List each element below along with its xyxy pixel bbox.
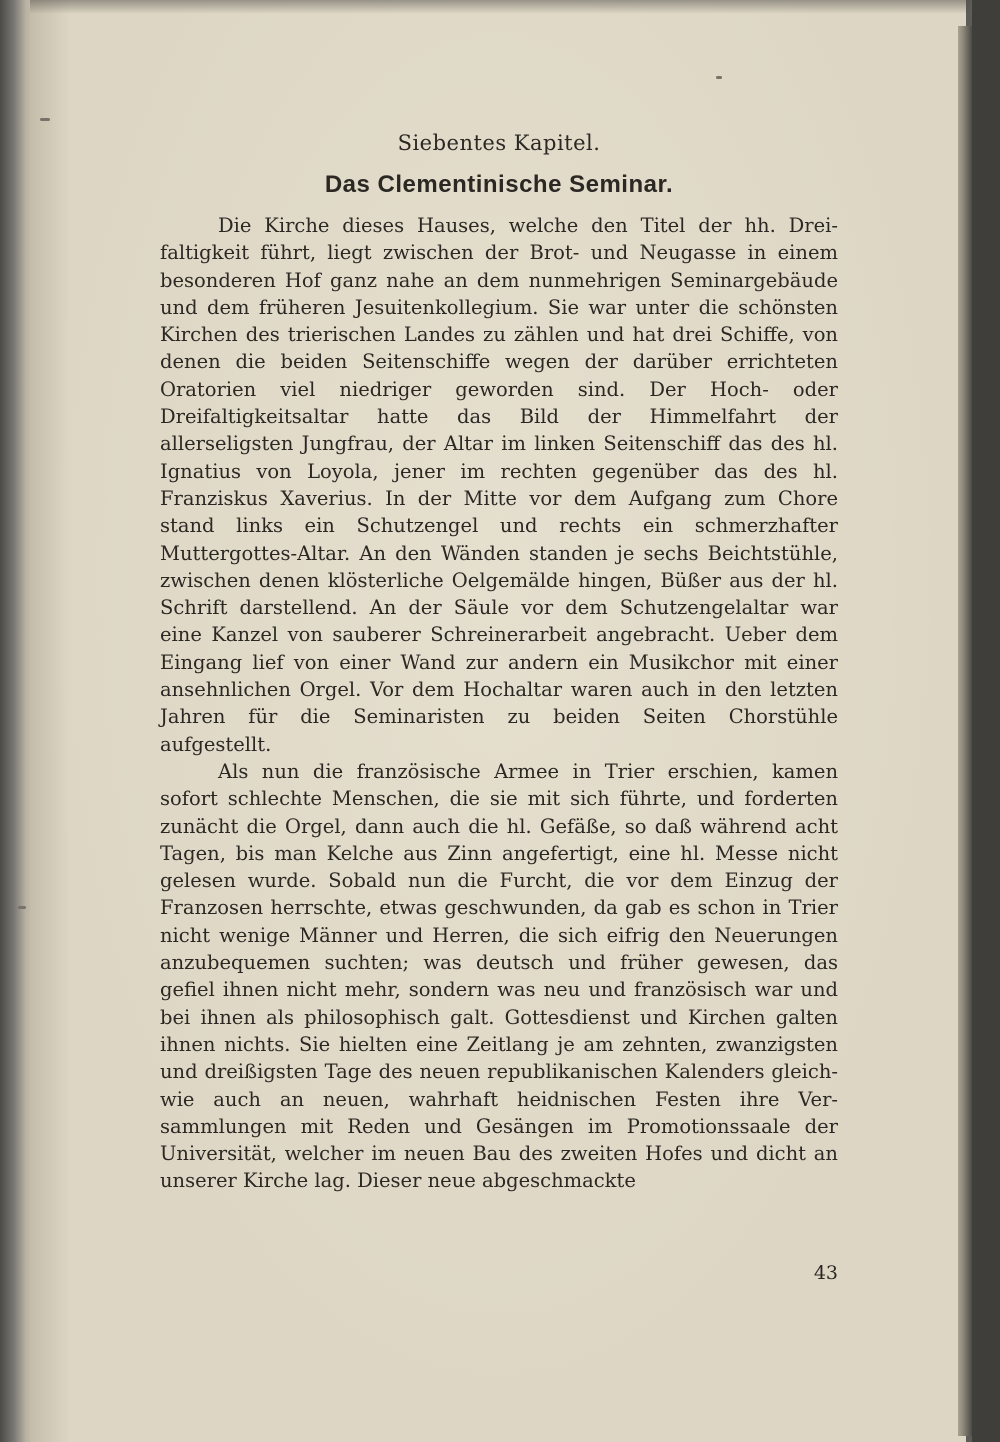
page-text xyxy=(160,128,838,1195)
paper-speck xyxy=(716,76,722,79)
scan-background xyxy=(972,0,1000,1442)
page-top-shadow xyxy=(30,0,970,14)
paragraph-2: Als nun die französische Armee in Trier erschien, kamen sofort schlechte Menschen, die sie mit sich führte, und forderten zunächt die Orgel, dann auch die hl. Gefäße, so daß während acht Tagen, bis man Kelche aus Zinn angefertigt, eine hl. Messe nicht gelesen wurde. Sobald nun die Furcht, die vor dem Einzug der Franzosen herrschte, etwas geschwunden, da gab es schon in Trier nicht wenige Männer und Herren, die sich eifrig den Neuerungen anzubequemen suchten; was deutsch und früher gewesen, das gefiel ihnen nicht mehr, sondern was neu und französisch war und bei ihnen als philosophisch galt. Gottesdienst und Kirchen galten ihnen nichts. Sie hielten eine Zeitlang je am zehnten, zwanzigsten und dreißigsten Tage des neuen republikanischen Kalenders gleichwie auch an neuen, wahrhaft heidnischen Festen ihre Versammlungen mit Reden und Gesängen im Promotionssaale der Universität, welcher im neuen Bau des zweiten Hofes und dicht an unserer Kirche lag. Dieser neue abgeschmackte xyxy=(160,759,838,1193)
page-edge xyxy=(958,26,972,1436)
chapter-heading: Siebentes Kapitel. xyxy=(397,131,601,155)
chapter-title: Das Clementinische Seminar. xyxy=(324,171,674,198)
paragraph-1: Die Kirche dieses Hauses, welche den Titel der hh. Dreifaltigkeit führt, liegt zwischen der Brot- und Neugasse in einem besonderen Hof ganz nahe an dem nunmehrigen Seminargebäude und dem früheren Jesuitenkollegium. Sie war unter die schönsten Kirchen des trierischen Landes zu zählen und hat drei Schiffe, von denen die beiden Seitenschiffe wegen der darüber errichteten Oratorien viel niedriger geworden sind. Der Hoch- oder Dreifaltigkeitsaltar hatte das Bild der Himmelfahrt der allerseligsten Jungfrau, der Altar im linken Seitenschiff das des hl. Ignatius von Loyola, jener im rechten gegenüber das des hl. Franziskus Xaverius. In der Mitte vor dem Aufgang zum Chore stand links ein Schutzengel und rechts ein schmerzhafter Muttergottes-Altar. An den Wänden standen je sechs Beichtstühle, zwischen denen klösterliche Oelgemälde hingen, Büßer aus der hl. Schrift darstellend. An der Säule vor dem Schutzengelaltar war eine Kanzel von sauberer Schreinerarbeit angebracht. Ueber dem Eingang lief von einer Wand zur andern ein Musikchor mit einer ansehnlichen Orgel. Vor dem Hochaltar waren auch in den letzten Jahren für die Seminaristen zu beiden Seiten Chorstühle aufgestellt. xyxy=(160,214,838,756)
paper-speck xyxy=(18,906,26,909)
paper-speck xyxy=(40,118,50,121)
page-number: 43 xyxy=(813,1262,838,1284)
